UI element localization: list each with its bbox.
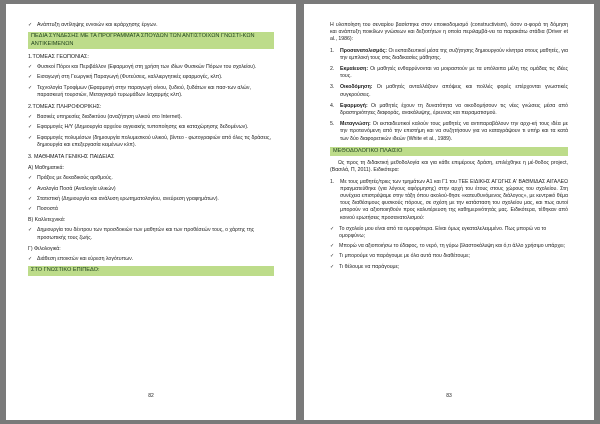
stage-item [330,121,568,143]
question-item: ✓ Τι θέλουμε να παράγουμε; [330,264,568,271]
method-item [330,179,568,222]
page-number: 83 [446,392,452,399]
top-bullet: ✓ Ανάπτυξη αντίληψης εννοιών και ιεράρχησης έργων. [28,22,274,29]
page-number: 82 [148,392,154,399]
right-page [304,4,594,420]
stage-number: 2. [330,66,335,73]
question-item: ✓ Το σχολείο μου είναι από τα ομορφότερα. Είναι όμως εγκαταλελειμμένο. Πως μπορώ να το ομορφύνω; [330,226,568,240]
list-item: ✓ Αναλογία Ποσά (Αναλογία υλικών) [28,186,274,193]
list-item: ✓ Φυσικοί Πόροι και Περιβάλλον (Εφαρμογή στη χρήση των ιδίων Φυσικών Πόρων του σχολείου). [28,64,274,71]
left-page [6,4,296,420]
stage-label: Προσανατολισμός: [340,47,387,54]
question-item: ✓ Μπορώ να αξιοποιήσω το έδαφος, το νερό, τη γύρω βλαστοκάλυψη και ό,τι άλλο χρήσιμο υπάρχει; [330,243,568,250]
stage-text: Οι μαθητές έχουν τη δυνατότητα να οικοδομήσουν τις νέες γνώσεις μέσα από δραστηριότητες διαφοράς, ανακάλυψης, έρευνας και πειραματισμού. [340,102,568,117]
stage-text: Οι μαθητές ενθαρρύνονται να μοιραστούν με τα υπόλοιπα μέλη της ομάδας τις ιδέες τους. [340,66,568,80]
list-item: ✓ Δημιουργία του δέντρου των προσδοκιών των μαθητών και των προθέσεών τους, ο χάρτης της προσωπικής τους ζωής. [28,227,274,241]
stage-item [330,103,568,117]
stage-text: Οι εκπαιδευτικοί καλούν τους μαθητές να αντιπαραβάλουν την αρχι-κή τους ιδέα με την προτεινόμενη από την επιστήμη και να συζητήσουν για να καταγράψουν τι υπήρ και τα κατά των δύο διαφορετικών ιδεών (White et al., 1989). [340,121,568,142]
method-item-number: 1. [330,178,335,185]
subsection-arts: Β) Καλλιτεχνικά: [28,217,66,224]
method-item-text: Με τους μαθητές/τριες των τμημάτων Α1 και Γ1 του ΤΕΕ ΕΙΔΙΚΗΣ ΑΓΩΓΗΣ Α' ΒΑΘΜΙΔΑΣ ΑΙΓΑΛΕΩ πραγματεύθηκε (για λόγους αφόρμησης) στην αρχή του έτους στους χώρους του σχολείου. Στη συνέχεια επιστρέψαμε στην τάξη όπου ακολού-θησε «κατευθυνόμενος διάλογος», με κεντρικό θέμα τους διαθέσιμους φυσικούς πόρους, σε σχέση με την κατάσταση του σχολείου μας, και πως αυτοί μπορούν να αξιοποιηθούν προς καλυτέρευση της καθημερινότητάς μας. Ειδικότερα, τέθηκαν από κοινού ερωτήσεις προσανατολισμού: [340,178,568,221]
stage-number: 4. [330,102,335,109]
list-item: ✓ Βασικές υπηρεσίες διαδικτύου (αναζήτηση υλικού στο Internet). [28,114,274,121]
section-3-title: 3. ΜΑΘΗΜΑΤΑ ΓΕΝΙΚΗΣ ΠΑΙΔΕΙΑΣ [28,154,115,161]
subsection-math: Α) Μαθηματικά: [28,165,64,172]
stage-item [330,84,568,98]
list-item: ✓ Στατιστική (Δημιουργία και ανάλυση ερωτηματολογίου, ανεύρεση γραφημάτων). [28,196,274,203]
section-2-title: 2.ΤΟΜΕΑΣ ΠΛΗΡΟΦΟΡΙΚΗΣ: [28,104,102,111]
stage-text: Οι εκπαιδευτικοί μέσα της συζήτησης δημιουργούν κίνητρα στους μαθητές, για την εμπλοκή τους στις διαδικασίες μάθησης. [340,47,569,61]
stage-number: 5. [330,121,335,128]
stage-label: Μεταγνώση: [340,121,371,128]
stage-item [330,66,568,80]
list-item: ✓ Τεχνολογία Τροφίμων (Εφαρμογή στην παραγωγή οίνου, ξυδιού, ξυδάτων και πασ-των αλών, παρασκευή τουρσιών, Μεταγγισμό τυρωμάδων λαχαρμής κλπ). [28,85,274,99]
stage-label: Οικοδόμηση: [340,84,373,91]
list-item: ✓ Εφαρμογές Η/Υ (Δημιουργία αρχείου αγγειακής τυποποίησης και καταχώρησης δεδομένων). [28,124,274,131]
list-item: ✓ Εισαγωγή στη Γεωργική Παραγωγή (Φυτεύσεις, καλλιεργητικές εφαρμογές, κλπ). [28,74,274,81]
subsection-philology: Γ) Φιλολογικά: [28,245,61,252]
stage-label: Εκμαίευση: [340,66,369,73]
question-item: ✓ Τι μπορούμε να παράγουμε με όλα αυτά που διαθέτουμε; [330,253,568,260]
stage-item [330,48,568,62]
list-item: ✓ Πράξεις με δεκαδικούς αριθμούς. [28,175,274,182]
stage-number: 1. [330,47,335,54]
list-item: ✓ Διάθεση εποικτών και εύρεση λογότυπων. [28,256,274,263]
stage-number: 3. [330,84,335,91]
cognitive-level-header: ΣΤΟ ΓΝΩΣΤΙΚΟ ΕΠΙΠΕΔΟ: [28,266,274,275]
intro-paragraph: Η υλοποίηση του σεναρίου βασίστηκε στον εποικοδομισμό (constructivism), όσον α-φορά τη δόμηση και ανάπτυξη ποικίλων γνώσεων και δεξιοτήτων η οποία περιλαμβά-νει τα παρακάτω στάδια (Driver et al., 1986): [330,22,568,43]
list-item: ✓ Ποσοστά [28,206,274,213]
methodology-paragraph: Ως προς τη διδακτική μεθοδολογία και για κάθε επιμέρους δράση, επιλέχθηκε η μέ-θοδος project, (Βασιλά, Π, 2011). Ειδικότερα: [330,160,568,174]
methodology-header: ΜΕΘΟΔΟΛΟΓΙΚΟ ΠΛΑΙΣΙΟ [330,147,568,156]
stage-label: Εφαρμογή: [340,102,368,109]
section-header: ΠΕΔΙΑ ΣΥΝΔΕΣΗΣ ΜΕ ΤΑ ΠΡΟΓΡΑΜΜΑΤΑ ΣΠΟΥΔΩΝ ΤΩΝ ΑΝΤΙΣΤΟΙΧΩΝ ΓΝΩΣΤΙ-ΚΩΝ ΑΝΤΙΚΕΙΜΕΝΩΝ [28,32,274,49]
list-item: ✓ Εφαρμογές πολυμέσων (δημιουργία πολυμεσικού υλικού, βίντεο - φωτογραφιών από όλες τις δράσεις, δημιουργία και επεξεργασία κειμένων κλπ). [28,135,274,149]
section-1-title: 1.ΤΟΜΕΑΣ ΓΕΩΠΟΝΙΑΣ: [28,54,89,61]
stage-text: Οι μαθητές ανταλλάζουν απόψεις και πολλές φορές επέρχονται γνωστικές συγκρούσεις. [340,84,568,98]
